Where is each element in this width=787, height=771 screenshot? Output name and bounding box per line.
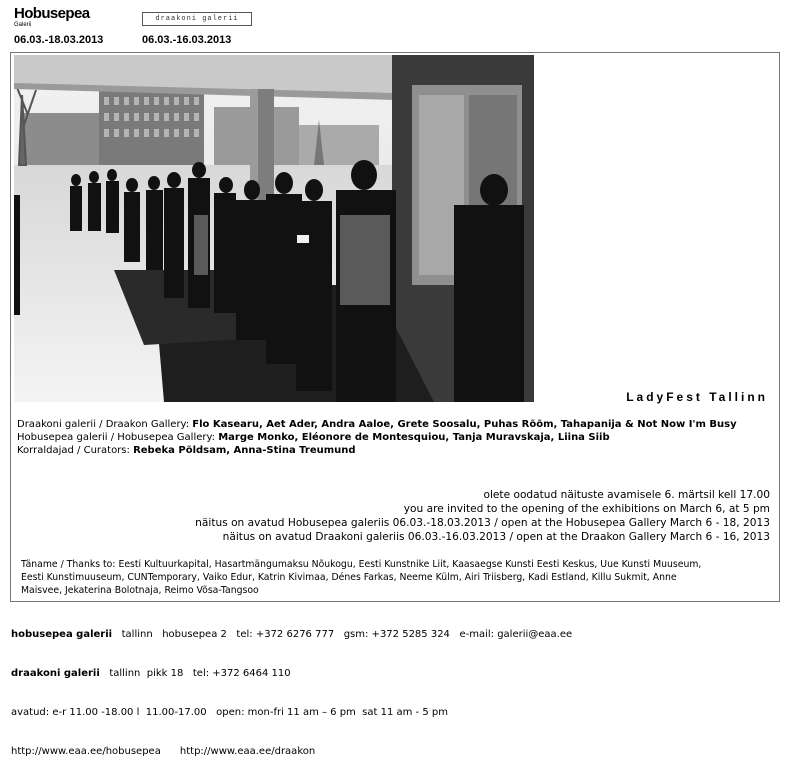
invitation-text bbox=[195, 488, 770, 544]
credits-label: Korraldajad / Curators: bbox=[17, 445, 134, 456]
thanks-line: Täname / Thanks to: Eesti Kultuurkapital, Hasartmängumaksu Nõukogu, Eesti Kunstnike Liit, Kaasaegse Kunsti Eesti Keskus, Uue Kunsti Muuseum, bbox=[21, 559, 702, 570]
footer-draakoni bbox=[11, 667, 572, 680]
invite-line: olete oodatud näituste avamisele 6. märtsil kell 17.00 bbox=[483, 489, 770, 501]
footer-hobusepea-name: hobusepea galerii bbox=[11, 629, 113, 640]
credits-names: Rebeka Põldsam, Anna-Stina Treumund bbox=[133, 445, 356, 456]
footer-contacts bbox=[11, 602, 572, 771]
footer-links bbox=[11, 745, 572, 758]
invite-line: näitus on avatud Hobusepea galeriis 06.03.-18.03.2013 / open at the Hobusepea Gallery March 6 - 18, 2013 bbox=[195, 517, 770, 529]
credits-row-hobusepea bbox=[17, 431, 737, 444]
hobusepea-dates: 06.03.-18.03.2013 bbox=[14, 34, 104, 46]
credits-names: Flo Kasearu, Aet Ader, Andra Aaloe, Grete Soosalu, Puhas Rõõm, Tahapanija & Not Now I'm Busy bbox=[192, 419, 737, 430]
hobusepea-logo bbox=[14, 6, 89, 28]
draakon-link[interactable]: http://www.eaa.ee/draakon bbox=[179, 746, 316, 757]
hobusepea-logo-text: Hobusepea bbox=[14, 5, 90, 22]
hobusepea-logo-subtext: Galerii bbox=[14, 22, 32, 28]
exhibition-photo bbox=[14, 55, 534, 402]
thanks-line: Eesti Kunstimuuseum, CUNTemporary, Vaiko Edur, Katrin Kivimaa, Dénes Farkas, Neeme Külm, Airi Triisberg, Kadi Estland, Killu Sukmit, Anne bbox=[21, 572, 677, 583]
footer-hobusepea bbox=[11, 628, 572, 641]
credits-label: Hobusepea galerii / Hobusepea Gallery: bbox=[17, 432, 219, 443]
thanks-line: Maisvee, Jekaterina Bolotnaja, Reimo Võsa-Tangsoo bbox=[21, 585, 259, 596]
invite-line: you are invited to the opening of the exhibitions on March 6, at 5 pm bbox=[403, 503, 770, 515]
credits-label: Draakoni galerii / Draakon Gallery: bbox=[17, 419, 193, 430]
thanks-block bbox=[21, 558, 771, 597]
footer-draakoni-name: draakoni galerii bbox=[11, 668, 100, 679]
credits-names: Marge Monko, Eléonore de Montesquiou, Tanja Muravskaja, Liina Siib bbox=[218, 432, 610, 443]
credits-block bbox=[17, 418, 737, 457]
exhibition-title: LadyFest Tallinn bbox=[626, 390, 768, 404]
footer-draakoni-details: tallinn pikk 18 tel: +372 6464 110 bbox=[99, 668, 291, 679]
credits-row-draakoni bbox=[17, 418, 737, 431]
footer-hobusepea-details: tallinn hobusepea 2 tel: +372 6276 777 gsm: +372 5285 324 e-mail: galerii@eaa.ee bbox=[112, 629, 573, 640]
invite-line: näitus on avatud Draakoni galeriis 06.03.-16.03.2013 / open at the Draakon Gallery March 6 - 16, 2013 bbox=[222, 531, 770, 543]
credits-row-curators bbox=[17, 444, 737, 457]
footer-hours: avatud: e-r 11.00 -18.00 l 11.00-17.00 open: mon-fri 11 am – 6 pm sat 11 am - 5 pm bbox=[11, 707, 448, 718]
draakoni-dates: 06.03.-16.03.2013 bbox=[142, 34, 232, 46]
hobusepea-link[interactable]: http://www.eaa.ee/hobusepea bbox=[11, 746, 161, 757]
draakoni-logo: draakoni galerii bbox=[142, 12, 252, 26]
